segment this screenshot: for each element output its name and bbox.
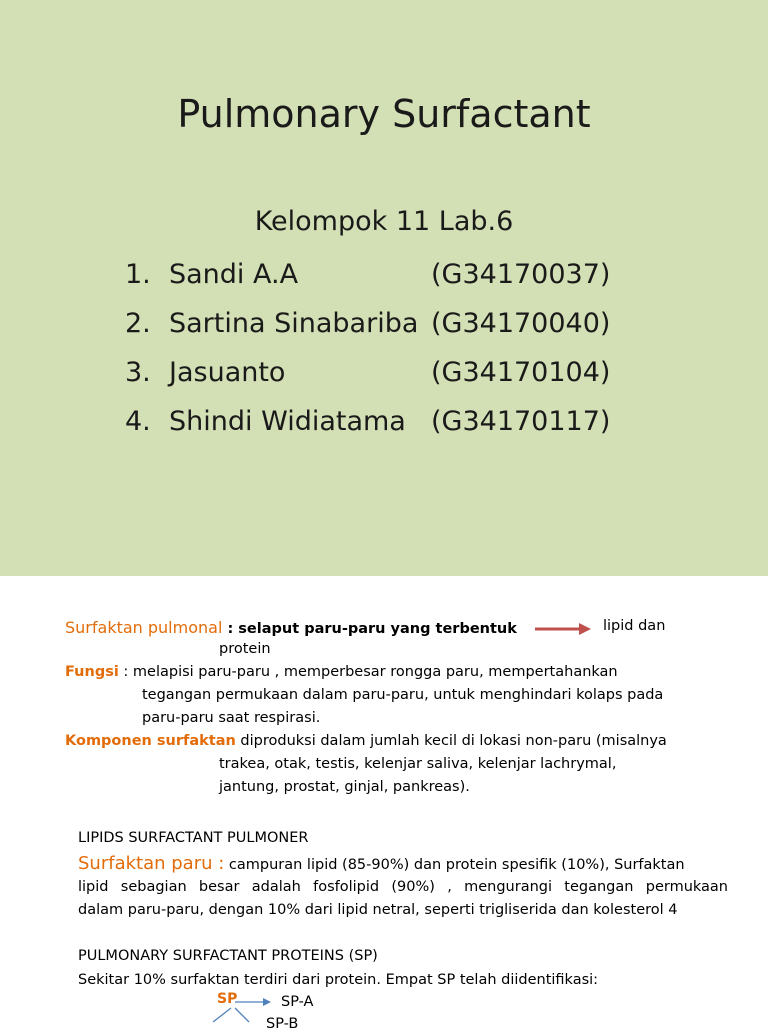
member-nim: (G34170104) xyxy=(431,357,611,388)
fungsi-text: : melapisi paru-paru , memperbesar rongga paru, mempertahankan xyxy=(118,664,618,680)
lipids-heading: LIPIDS SURFACTANT PULMONER xyxy=(78,830,309,846)
komponen-text: diproduksi dalam jumlah kecil di lokasi non-paru (misalnya xyxy=(235,733,667,749)
lipids-line-1 xyxy=(78,853,685,874)
definition-line xyxy=(65,618,517,637)
proteins-heading: PULMONARY SURFACTANT PROTEINS (SP) xyxy=(78,948,378,964)
fungsi-line-3: paru-paru saat respirasi. xyxy=(142,710,321,726)
sp-a-label: SP-A xyxy=(281,994,314,1010)
group-label: Kelompok 11 Lab.6 xyxy=(254,206,514,237)
definition-result: lipid dan xyxy=(603,618,666,634)
komponen-line-3: jantung, prostat, ginjal, pankreas). xyxy=(219,779,470,795)
fungsi-line-2: tegangan permukaan dalam paru-paru, untuk menghindari kolaps pada xyxy=(142,687,664,703)
definition-term: Surfaktan pulmonal xyxy=(65,618,223,637)
proteins-line-1: Sekitar 10% surfaktan terdiri dari protein. Empat SP telah diidentifikasi: xyxy=(78,972,599,988)
sp-b-label: SP-B xyxy=(266,1016,299,1032)
lipids-lead: Surfaktan paru : xyxy=(78,853,225,874)
content-slide xyxy=(0,576,768,1032)
member-number: 1. xyxy=(125,259,151,290)
member-number: 4. xyxy=(125,406,151,437)
definition-colon: : xyxy=(222,621,239,637)
member-nim: (G34170117) xyxy=(431,406,611,437)
member-number: 2. xyxy=(125,308,151,339)
komponen-term: Komponen surfaktan xyxy=(65,733,236,749)
definition-result-cont: protein xyxy=(219,641,271,657)
komponen-line-2: trakea, otak, testis, kelenjar saliva, kelenjar lachrymal, xyxy=(219,756,617,772)
member-name: Sartina Sinabariba xyxy=(169,308,419,339)
definition-text: selaput paru-paru yang terbentuk xyxy=(238,621,517,637)
fungsi-term: Fungsi xyxy=(65,664,119,680)
lipids-line-3: dalam paru-paru, dengan 10% dari lipid netral, seperti trigliserida dan kolesterol 4 xyxy=(78,902,678,918)
member-name: Sandi A.A xyxy=(169,259,299,290)
member-nim: (G34170040) xyxy=(431,308,611,339)
member-nim: (G34170037) xyxy=(431,259,611,290)
slide-title: Pulmonary Surfactant xyxy=(177,92,591,136)
member-number: 3. xyxy=(125,357,151,388)
sp-branch-arrows-icon xyxy=(205,994,275,1024)
sp-label: SP xyxy=(217,991,238,1007)
member-name: Jasuanto xyxy=(169,357,286,388)
arrow-right-icon xyxy=(533,621,593,637)
komponen-line xyxy=(65,733,667,749)
member-name: Shindi Widiatama xyxy=(169,406,406,437)
lipids-text: campuran lipid (85-90%) dan protein spesifik (10%), Surfaktan xyxy=(224,857,685,873)
fungsi-line xyxy=(65,664,618,680)
lipids-line-2: lipid sebagian besar adalah fosfolipid (90%) , mengurangi tegangan permukaan xyxy=(78,879,728,895)
